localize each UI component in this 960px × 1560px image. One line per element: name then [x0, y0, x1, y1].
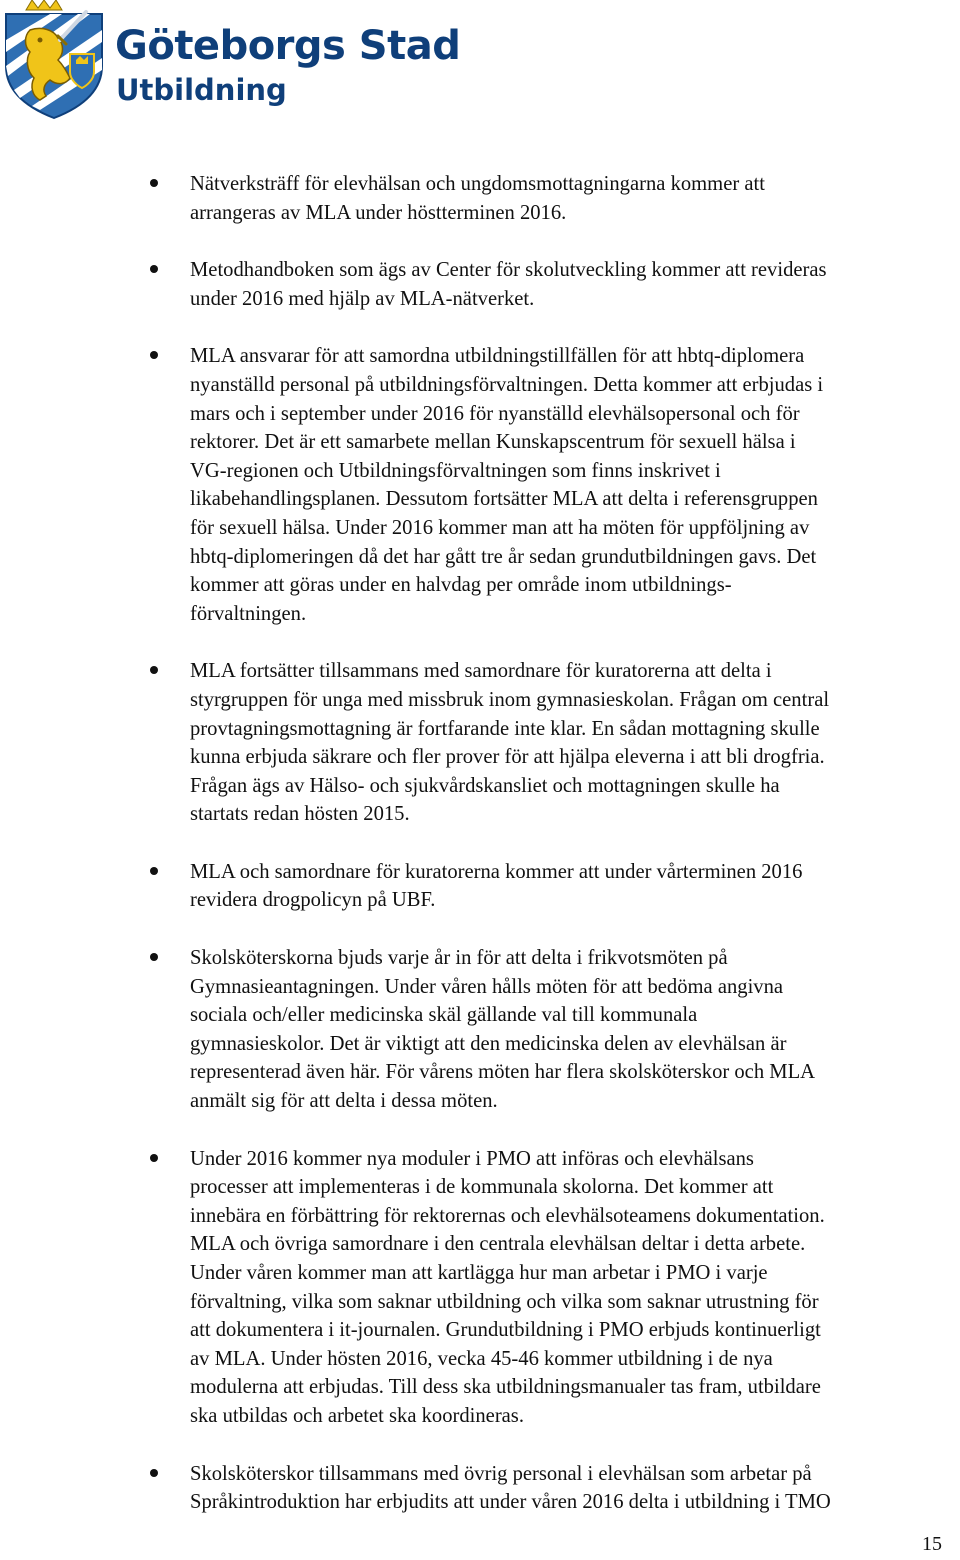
text-line: hbtq-diplomeringen då det har gått tre år sedan grundutbildningen gavs. Det [190, 545, 817, 568]
text-line: modulerna att erbjudas. Till dess ska utbildningsmanualer tas fram, utbildare [190, 1376, 821, 1399]
text-line: Skolsköterskor tillsammans med övrig personal i elevhälsan som arbetar på [190, 1462, 812, 1485]
organization-unit: Utbildning [116, 73, 287, 107]
bullet-marker [150, 666, 158, 674]
text-line: sociala och/eller medicinska skäl gällande val till kommunala [190, 1004, 698, 1027]
text-line: revidera drogpolicyn på UBF. [190, 889, 436, 912]
text-line: kunna erbjuda säkrare och fler prover för att hjälpa eleverna i att bli drogfria. [190, 746, 825, 769]
text-line: av MLA. Under hösten 2016, vecka 45-46 kommer utbildning i de nya [190, 1347, 773, 1370]
text-line: Metodhandboken som ägs av Center för skolutveckling kommer att revideras [190, 259, 827, 282]
text-line: Skolsköterskorna bjuds varje år in för att delta i frikvotsmöten på [190, 947, 728, 970]
text-line: MLA ansvarar för att samordna utbildningstillfällen för att hbtq-diplomera [190, 345, 805, 368]
text-line: gymnasieskolor. Det är viktigt att den medicinska delen av elevhälsan är [190, 1032, 787, 1055]
list-item [150, 342, 956, 628]
list-item [150, 1145, 956, 1431]
list-item [150, 657, 956, 829]
text-line: innebära en förbättring för rektorernas och elevhälsoteamens dokumentation. [190, 1204, 825, 1227]
list-item [150, 170, 956, 227]
bullet-marker [150, 867, 158, 875]
text-line: styrgruppen för unga med missbruk inom gymnasieskolan. Frågan om central [190, 688, 830, 711]
text-line: Under 2016 kommer nya moduler i PMO att införas och elevhälsans [190, 1147, 754, 1170]
text-line: Språkintroduktion har erbjudits att under våren 2016 delta i utbildning i TMO [190, 1491, 831, 1514]
goteborg-coat-of-arms-icon [0, 0, 108, 120]
bullet-marker [150, 1469, 158, 1477]
text-line: rektorer. Det är ett samarbete mellan Kunskapscentrum för sexuell hälsa i [190, 431, 796, 454]
text-line: MLA fortsätter tillsammans med samordnare för kuratorerna att delta i [190, 660, 772, 683]
list-item [150, 256, 956, 313]
text-line: ska utbildas och arbetet ska koordineras. [190, 1404, 524, 1427]
text-line: processer att implementeras i de kommunala skolorna. Det kommer att [190, 1176, 774, 1199]
text-line: provtagningsmottagning är fortfarande inte klar. En sådan mottagning skulle [190, 717, 820, 740]
organization-name: Göteborgs Stad [115, 23, 461, 69]
text-line: VG-regionen och Utbildningsförvaltningen som finns inskrivet i [190, 459, 721, 482]
text-line: förvaltning, vilka som saknar utbildning och vilka som saknar utrustning för [190, 1290, 819, 1313]
text-line: arrangeras av MLA under höstterminen 2016. [190, 201, 567, 224]
bullet-marker [150, 953, 158, 961]
list-item [150, 1460, 956, 1517]
text-line: representerad även här. För vårens möten har flera skolsköterskor och MLA [190, 1061, 816, 1084]
text-line: Frågan ägs av Hälso- och sjukvårdskansliet och mottagningen skulle ha [190, 774, 780, 797]
text-line: Nätverksträff för elevhälsan och ungdomsmottagningarna kommer att [190, 173, 765, 195]
bullet-list [150, 170, 956, 1546]
page-number: 15 [922, 1533, 942, 1555]
text-line: MLA och samordnare för kuratorerna kommer att under vårterminen 2016 [190, 860, 803, 883]
list-item [150, 858, 956, 915]
bullet-marker [150, 179, 158, 187]
text-line: startats redan hösten 2015. [190, 803, 410, 826]
list-item [150, 944, 956, 1116]
text-line: under 2016 med hjälp av MLA-nätverket. [190, 287, 535, 310]
text-line: mars och i september under 2016 för nyanställd elevhälsopersonal och för [190, 402, 800, 425]
text-line: för sexuell hälsa. Under 2016 kommer man att ha möten för uppföljning av [190, 516, 810, 539]
bullet-marker [150, 265, 158, 273]
text-line: Gymnasieantagningen. Under våren hålls möten för att bedöma angivna [190, 975, 784, 998]
bullet-marker [150, 1154, 158, 1162]
text-line: kommer att göras under en halvdag per område inom utbildnings- [190, 574, 732, 597]
bullet-marker [150, 351, 158, 359]
page-header [0, 0, 960, 120]
text-line: nyanställd personal på utbildningsförvaltningen. Detta kommer att erbjudas i [190, 373, 824, 396]
text-line: anmält sig för att delta i dessa möten. [190, 1090, 498, 1113]
text-line: förvaltningen. [190, 602, 307, 625]
text-line: likabehandlingsplanen. Dessutom fortsätter MLA att delta i referensgruppen [190, 488, 818, 511]
text-line: MLA och övriga samordnare i den centrala elevhälsan deltar i detta arbete. [190, 1233, 806, 1256]
text-line: att dokumentera i it-journalen. Grundutbildning i PMO erbjuds kontinuerligt [190, 1319, 821, 1342]
text-line: Under våren kommer man att kartlägga hur man arbetar i PMO i varje [190, 1262, 768, 1284]
